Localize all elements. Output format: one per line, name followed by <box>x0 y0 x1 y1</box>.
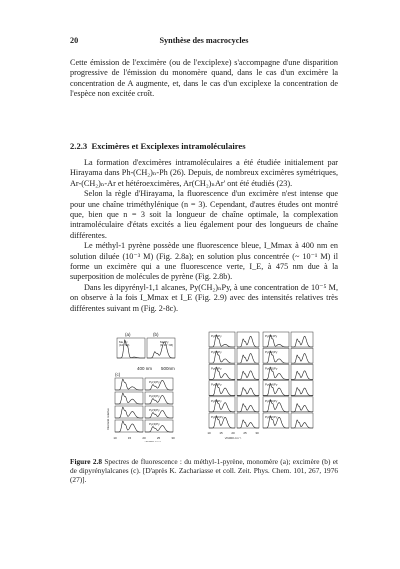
paragraph-3: Le méthyl-1 pyrène possède une fluorescence bleue, I_Mmax à 400 nm en solution diluée (10⁻³ M) (Fig. 2.8a); en solution plus concentrée (~ 10⁻¹ M) il forme un excimère qui a une fluorescence verte, I_E, à 475 nm due à la superposition de molécules de pyrène (Fig. 2.8b). <box>70 241 338 282</box>
right-spectrum-label: Py(11)Py <box>265 334 278 338</box>
left-spectrum-label: Py(1)Py <box>149 380 160 384</box>
paragraph-2: Selon la règle d'Hirayama, la fluorescence d'un excimère n'est intense que pour une chaîne triméthylénique (n = 3). Cependant, d'autres études ont montré que, bien que n = 3 soit la longueur de chaîne optimale, la complexation intramoléculaire d'états excités a lieu également pour des longueurs de chaîne différentes. <box>70 189 338 240</box>
paragraph-1: La formation d'excimères intramoléculaires a été étudiée initialement par Hirayama dans Ph-(CH₂)ₙ-Ph (26). Depuis, de nombreux excimères symétriques, Ar-(CH₂)ₙ-Ar et hétéroexcimères, Ar(CH₂)ₙAr' ont été étudiés (23). <box>70 158 338 188</box>
right-spectrum-frame-b <box>291 381 313 396</box>
x-tick-label: 20 <box>142 436 146 440</box>
x-tick-label: 25 <box>156 436 161 440</box>
left-spectrum-frame <box>115 406 143 418</box>
right-spectrum-frame-b <box>291 332 313 347</box>
middle-spectrum-frame-b <box>237 332 259 347</box>
left-spectrum <box>115 421 143 432</box>
left-spectrum <box>115 407 143 418</box>
middle-spectrum-label: Py(8)Py <box>211 382 222 387</box>
panel-a-concentration-label: (10⁻³M) <box>119 343 130 347</box>
wavelength-400-label: 400 nm <box>137 366 153 371</box>
right-spectrum-label: Py(13)Py <box>265 366 278 371</box>
x-axis-label: ν̃/1000 cm⁻¹ <box>224 436 242 440</box>
section-number: 2.2.3 <box>70 141 88 151</box>
left-spectrum-label: Py(3)Py <box>149 408 160 412</box>
right-spectrum-label: Py(22)Py <box>265 415 278 419</box>
left-spectrum-label: Py(4)Py <box>149 422 160 426</box>
panel-b-label: (b) <box>153 332 159 337</box>
middle-spectrum-label: Py(5)Py <box>211 334 222 338</box>
middle-spectrum-label: Py(10)Py <box>211 415 224 419</box>
middle-spectrum-label: Py(7)Py <box>211 366 222 371</box>
left-spectrum <box>115 393 143 404</box>
caption-text: Spectres de fluorescence : du méthyl-1-pyrène, monomère (a); excimère (b) et de dipyrénylalcanes (c). [D'après K. Zachariasse et coll. Zeit. Phys. Chem. 101, 267, 1976 (27)]. <box>70 457 338 485</box>
middle-spectrum-b <box>237 420 259 428</box>
middle-spectrum-b <box>237 388 259 396</box>
caption-label: Figure 2.8 <box>70 457 103 466</box>
x-tick-label: 15 <box>219 431 223 435</box>
right-spectrum-frame-b <box>291 348 313 363</box>
x-tick-label: 20 <box>231 431 235 435</box>
intro-paragraph: Cette émission de l'excimère (ou de l'exciplexe) s'accompagne d'une disparition progressive de l'émission du monomère quand, dans le cas d'un excimère la concentration de A augmente, et, dans le cas d'un exciplexe la concentration de l'espèce non excitée croît. <box>70 58 338 99</box>
x-tick-label: 25 <box>243 431 247 435</box>
right-spectrum-label: Py(12)Py <box>265 350 278 355</box>
left-spectrum-frame <box>115 420 143 432</box>
middle-spectrum-b <box>237 404 259 412</box>
x-tick-label: 30 <box>171 436 175 440</box>
y-axis-label: Intensité relative <box>106 408 110 430</box>
panel-a-sample-label: Me Py <box>119 340 128 344</box>
middle-spectrum-label: Py(9)Py <box>211 398 222 403</box>
middle-spectrum-frame-b <box>237 348 259 363</box>
x-axis-label: ν̃/1000 cm⁻¹ <box>144 440 162 442</box>
right-spectrum-b <box>291 354 313 364</box>
middle-spectrum-frame-b <box>237 381 259 396</box>
right-spectrum-label: Py(14)Py <box>265 382 278 387</box>
fluorescence-spectra-figure <box>103 330 318 442</box>
right-spectrum-b <box>291 388 313 396</box>
left-spectrum-b <box>145 426 173 433</box>
body-text <box>70 158 338 314</box>
left-spectrum-label: Py(2)Py <box>149 394 160 398</box>
right-spectrum-b <box>291 371 313 380</box>
panel-c-label: (c) <box>115 372 121 377</box>
paragraph-4: Dans les dipyrényl-1,1 alcanes, Py(CH₂)ₙPy, à une concentration de 10⁻⁵ M, on observe à la fois I_Mmax et I_E (Fig. 2.9) avec des intensités relatives très différentes suivant m (Fig. 2-8c). <box>70 282 338 313</box>
left-spectrum-frame <box>115 378 143 390</box>
right-spectrum-label: Py(16)Py <box>265 398 278 403</box>
section-heading <box>70 141 246 151</box>
middle-spectrum-b <box>237 354 259 364</box>
left-spectrum <box>115 379 143 390</box>
panel-a-label: (a) <box>125 332 131 337</box>
wavelength-500-label: 500nm <box>161 366 175 371</box>
figure-2-8 <box>103 330 318 442</box>
panel-b-concentration-label: (1·10⁻¹M) <box>160 343 174 347</box>
middle-spectrum-label: Py(6)Py <box>211 350 222 355</box>
right-spectrum-frame-b <box>291 364 313 379</box>
middle-spectrum-b <box>237 336 259 347</box>
panel-b-sample-label: Me Py <box>160 340 169 344</box>
middle-spectrum-frame-b <box>237 364 259 379</box>
right-spectrum-b <box>291 404 313 412</box>
x-tick-label: 10 <box>113 436 117 440</box>
page-number: 20 <box>70 36 79 45</box>
right-spectrum-b <box>291 336 313 347</box>
x-tick-label: 30 <box>255 431 259 435</box>
section-title: Excimères et Exciplexes intramoléculaires <box>91 141 246 151</box>
middle-spectrum-b <box>237 371 259 380</box>
running-title: Synthèse des macrocycles <box>159 36 249 45</box>
x-tick-label: 15 <box>127 436 132 440</box>
x-tick-label: 10 <box>207 431 211 435</box>
figure-caption <box>70 457 338 485</box>
right-spectrum-b <box>291 420 313 428</box>
